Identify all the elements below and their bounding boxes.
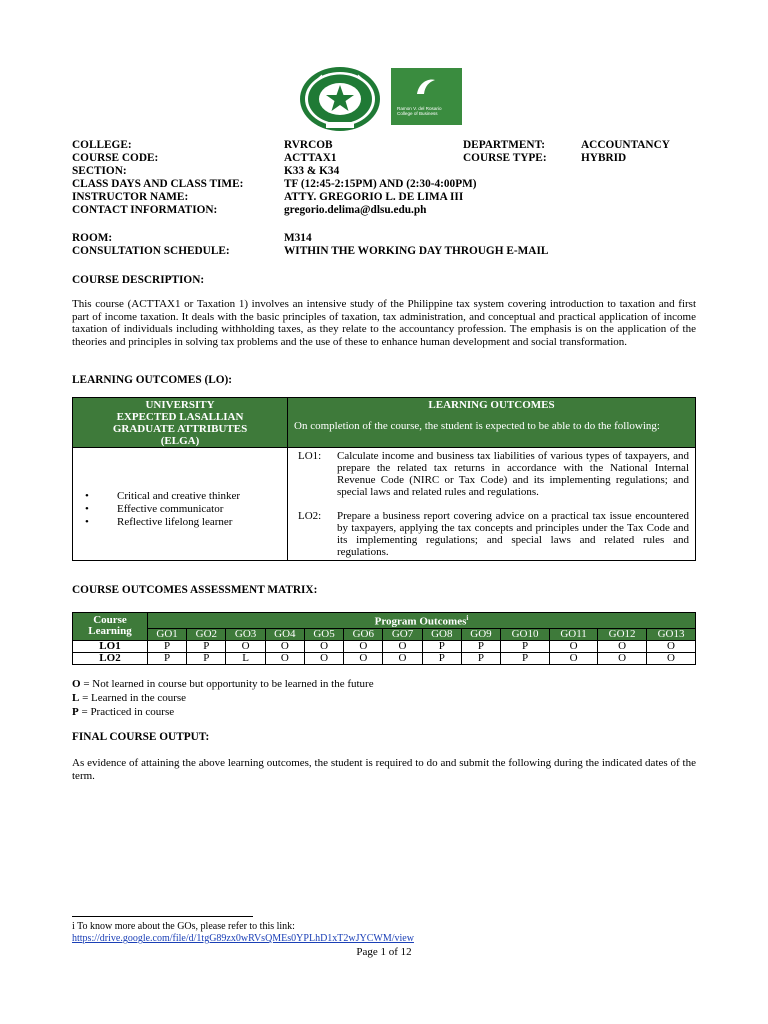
legend-item — [72, 691, 374, 705]
consultation-value: WITHIN THE WORKING DAY THROUGH E-MAIL — [284, 245, 549, 257]
course-code-value: ACTTAX1 — [284, 152, 337, 164]
matrix-cell: O — [344, 652, 383, 664]
course-type-value: HYBRID — [581, 152, 627, 164]
legend-text: = Practiced in course — [78, 706, 175, 718]
class-days-value: TF (12:45-2:15PM) AND (2:30-4:00PM) — [284, 178, 477, 190]
matrix-cell: O — [549, 640, 597, 652]
matrix-cell: O — [304, 652, 343, 664]
learning-outcome-item — [298, 510, 689, 558]
matrix-cell: P — [461, 652, 500, 664]
info-row-class-days — [72, 178, 712, 191]
elga-attribute: • Critical and creative thinker — [85, 490, 287, 503]
matrix-cell: P — [422, 640, 461, 652]
matrix-cell: O — [598, 652, 647, 664]
course-info — [72, 139, 712, 258]
info-spacer — [72, 217, 712, 232]
assessment-matrix-heading: COURSE OUTCOMES ASSESSMENT MATRIX: — [72, 584, 318, 596]
matrix-column-header: GO7 — [383, 628, 422, 640]
room-value: M314 — [284, 232, 312, 244]
cob-mark-icon — [415, 76, 437, 96]
matrix-cell: P — [187, 640, 226, 652]
matrix-column-header: GO6 — [344, 628, 383, 640]
lo-header-title: LEARNING OUTCOMES — [428, 399, 555, 411]
info-row-consultation — [72, 245, 712, 258]
legend-text: = Not learned in course but opportunity to be learned in the future — [80, 678, 374, 690]
course-learning-header: Course Learning — [73, 613, 148, 641]
matrix-cell: O — [226, 640, 265, 652]
matrix-cell: O — [344, 640, 383, 652]
matrix-cell: O — [383, 652, 422, 664]
department-value: ACCOUNTANCY — [581, 139, 670, 151]
cob-logo-text: Ramon V. del Rosario College of Business — [397, 106, 442, 117]
dlsu-seal-logo — [298, 66, 382, 132]
info-row-course-code — [72, 152, 712, 165]
learning-outcome-label: LO2: — [298, 510, 322, 522]
program-outcomes-header: Program Outcomes$^i$ — [148, 613, 696, 629]
info-row-college — [72, 139, 712, 152]
matrix-cell: L — [226, 652, 265, 664]
final-output-text: As evidence of attaining the above learning outcomes, the student is required to do and submit the following during the indicated dates of the term. — [72, 757, 696, 782]
matrix-cell: O — [647, 640, 696, 652]
matrix-cell: O — [265, 652, 304, 664]
room-label: ROOM: — [72, 232, 113, 244]
matrix-cell: P — [501, 640, 550, 652]
elga-attributes-cell — [73, 448, 288, 561]
college-of-business-logo — [391, 68, 462, 125]
matrix-cell: O — [549, 652, 597, 664]
matrix-column-headers — [73, 628, 696, 640]
matrix-row — [73, 640, 696, 652]
footnote — [72, 921, 414, 945]
lo-header-subtitle: On completion of the course, the student is expected to be able to do the following: — [294, 420, 660, 432]
section-label: SECTION: — [72, 165, 127, 177]
legend-item — [72, 705, 374, 719]
assessment-matrix-table — [72, 612, 696, 665]
matrix-legend — [72, 677, 374, 719]
lo-table-header — [73, 398, 696, 448]
legend-key: P — [72, 706, 79, 718]
matrix-cell: P — [461, 640, 500, 652]
consultation-label: CONSULTATION SCHEDULE: — [72, 245, 230, 257]
contact-label: CONTACT INFORMATION: — [72, 204, 218, 216]
header-logos — [0, 66, 768, 132]
info-row-contact — [72, 204, 712, 217]
matrix-cell: P — [187, 652, 226, 664]
footnote-link[interactable]: https://drive.google.com/file/d/1tgG89zx0wRVsQMEs0YPLhD1xT2wJYCWM/view — [72, 933, 414, 944]
matrix-cell: O — [383, 640, 422, 652]
matrix-column-header: GO5 — [304, 628, 343, 640]
matrix-column-header: GO4 — [265, 628, 304, 640]
matrix-column-header: GO1 — [148, 628, 187, 640]
legend-key: O — [72, 678, 81, 690]
contact-email-link[interactable]: gregorio.delima@dlsu.edu.ph — [284, 204, 427, 216]
elga-attribute: • Reflective lifelong learner — [85, 516, 287, 529]
info-row-section — [72, 165, 712, 178]
learning-outcomes-heading: LEARNING OUTCOMES (LO): — [72, 374, 233, 386]
legend-key: L — [72, 692, 80, 704]
learning-outcome-text: Prepare a business report covering advice on a practical tax issue encountered by taxpayers, applying the tax concepts and principles under the Tax Code and its implementing regulations; and special laws and related rules and regulations. — [337, 510, 689, 558]
learning-outcome-label: LO1: — [298, 450, 322, 462]
matrix-cell: P — [148, 640, 187, 652]
matrix-column-header: GO13 — [647, 628, 696, 640]
matrix-column-header: GO9 — [461, 628, 500, 640]
footnote-text: i To know more about the GOs, please refer to this link: — [72, 921, 295, 932]
learning-outcome-item — [298, 450, 689, 498]
lo-header — [288, 398, 696, 448]
footnote-divider — [72, 916, 253, 917]
matrix-row-label: LO2 — [73, 652, 148, 664]
legend-text: = Learned in the course — [79, 692, 187, 704]
matrix-cell: P — [501, 652, 550, 664]
elga-attribute: • Effective communicator — [85, 503, 287, 516]
matrix-column-header: GO11 — [549, 628, 597, 640]
matrix-column-header: GO2 — [187, 628, 226, 640]
section-value: K33 & K34 — [284, 165, 340, 177]
matrix-column-header: GO3 — [226, 628, 265, 640]
class-days-label: CLASS DAYS AND CLASS TIME: — [72, 178, 244, 190]
matrix-row-label: LO1 — [73, 640, 148, 652]
page-number: Page 1 of 12 — [356, 946, 412, 958]
legend-item — [72, 677, 374, 691]
instructor-label: INSTRUCTOR NAME: — [72, 191, 189, 203]
info-row-room — [72, 232, 712, 245]
learning-outcome-text: Calculate income and business tax liabilities of various types of taxpayers, and prepare the related tax returns in accordance with the National Internal Revenue Code (NIRC or Tax Code) and its implementing regulations; and special laws and related rules and regulations. — [337, 450, 689, 498]
matrix-column-header: GO10 — [501, 628, 550, 640]
college-label: COLLEGE: — [72, 139, 132, 151]
department-label: DEPARTMENT: — [463, 139, 546, 151]
course-description-text: This course (ACTTAX1 or Taxation 1) involves an intensive study of the Philippine tax system covering introduction to taxation and first part of income taxation. It deals with the basic principles of taxation, tax administration, and conceptual and practical application of income taxation of individuals including withholding taxes, as they relate to the accountancy profession. The emphasis is on the application of the theories and principles in solving tax problems and the use of these to enhance human development and social transformation. — [72, 298, 696, 348]
matrix-header-row-1 — [73, 613, 696, 629]
final-output-heading: FINAL COURSE OUTPUT: — [72, 731, 210, 743]
instructor-value: ATTY. GREGORIO L. DE LIMA III — [284, 191, 464, 203]
matrix-cell: O — [598, 640, 647, 652]
elga-attributes-list — [73, 490, 287, 529]
info-row-instructor — [72, 191, 712, 204]
course-description-heading: COURSE DESCRIPTION: — [72, 274, 205, 286]
matrix-column-header: GO8 — [422, 628, 461, 640]
learning-outcomes-cell — [288, 448, 696, 561]
matrix-cell: O — [265, 640, 304, 652]
matrix-cell: P — [148, 652, 187, 664]
course-code-label: COURSE CODE: — [72, 152, 159, 164]
matrix-cell: P — [422, 652, 461, 664]
learning-outcomes-table — [72, 397, 696, 561]
matrix-cell: O — [304, 640, 343, 652]
lo-table-body — [73, 448, 696, 561]
college-value: RVRCOB — [284, 139, 333, 151]
course-type-label: COURSE TYPE: — [463, 152, 547, 164]
matrix-cell: O — [647, 652, 696, 664]
elga-header: UNIVERSITY EXPECTED LASALLIAN GRADUATE ATTRIBUTES (ELGA) — [73, 398, 288, 448]
matrix-row — [73, 652, 696, 664]
matrix-column-header: GO12 — [598, 628, 647, 640]
